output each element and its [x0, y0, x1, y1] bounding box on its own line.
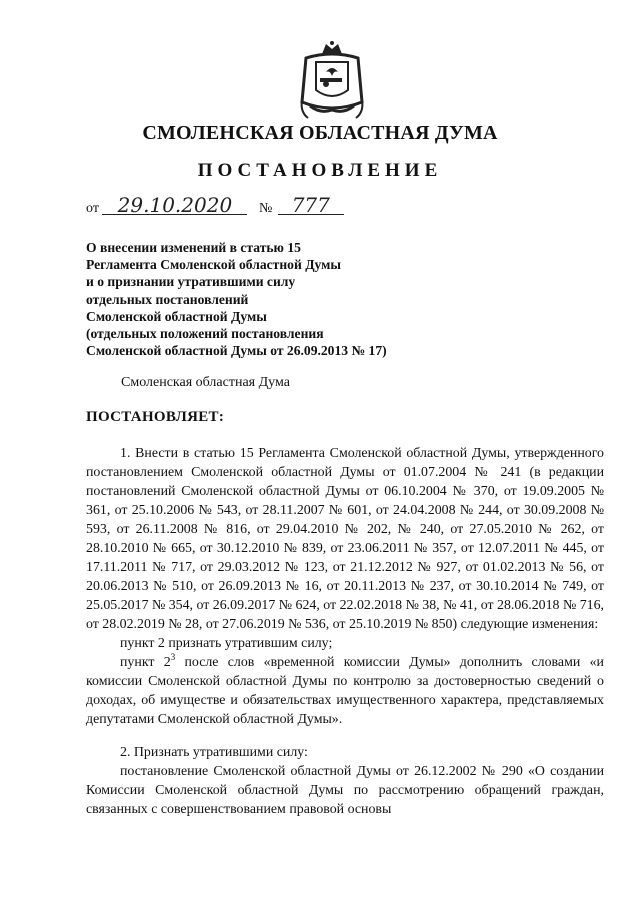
paragraph-5: постановление Смоленской областной Думы от 26.12.2002 № 290 «О создании Комиссии Смоленской областной Думы по рассмотрению обращений граждан, связанных с совершенствованием правовой основы: [86, 764, 604, 817]
resolves-heading: ПОСТАНОВЛЯЕТ:: [86, 409, 225, 425]
date-label: от: [86, 201, 99, 216]
coat-of-arms-icon: [296, 40, 368, 122]
superscript: 3: [170, 652, 176, 662]
number-label: №: [258, 201, 273, 216]
document-date: 29.10.2020: [102, 196, 247, 215]
paragraph-4: 2. Признать утратившими силу:: [120, 745, 308, 760]
title-line: (отдельных положений постановления: [86, 326, 324, 342]
date-number-line: [86, 193, 344, 217]
paragraph-3-start: пункт 2: [120, 655, 171, 670]
paragraph-3: [86, 653, 604, 729]
document-body: [86, 444, 604, 819]
paragraph-2: пункт 2 признать утратившим силу;: [120, 636, 333, 651]
title-line: отдельных постановлений: [86, 291, 249, 307]
title-line: Смоленской областной Думы: [86, 308, 267, 324]
title-line: О внесении изменений в статью 15: [86, 240, 301, 255]
title-line: Регламента Смоленской областной Думы: [86, 257, 342, 273]
paragraph-3-rest: после слов «временной комиссии Думы» дополнить словами «и комиссии Смоленской областной Думы по контролю за достоверностью сведений о доходах, об имуществе и обязательствах имущественного характера, представляемых депутатами Смоленской областной Думы».: [86, 655, 604, 727]
document-type: ПОСТАНОВЛЕНИЕ: [197, 160, 443, 181]
document-title: [86, 239, 426, 359]
organization-name: СМОЛЕНСКАЯ ОБЛАСТНАЯ ДУМА: [142, 122, 498, 144]
title-line: и о признании утратившими силу: [86, 274, 296, 290]
paragraph-1: 1. Внести в статью 15 Регламента Смоленской областной Думы, утвержденного постановлением Смоленской областной Думы от 01.07.2004 № 241 (в редакции постановлений Смоленской областной Думы от 06.10.2004 № 370, от 19.09.2005 № 361, от 25.10.2006 № 543, от 28.11.2007 № 601, от 24.04.2008 № 244, от 30.09.2008 № 593, от 26.11.2008 № 816, от 29.04.2010 № 202, № 240, от 27.05.2010 № 262, от 28.10.2010 № 665, от 30.12.2010 № 839, от 23.06.2011 № 357, от 12.07.2011 № 445, от 17.11.2011 № 717, от 29.03.2012 № 123, от 21.12.2012 № 927, от 01.02.2013 № 56, от 20.06.2013 № 510, от 26.09.2013 № 16, от 20.11.2013 № 237, от 30.10.2014 № 749, от 25.05.2017 № 354, от 26.09.2017 № 624, от 22.02.2018 № 38, № 41, от 28.06.2018 № 716, от 28.02.2019 № 28, от 27.06.2019 № 536, от 25.10.2019 № 850) следующие изменения:: [86, 446, 605, 632]
preamble: Смоленская областная Дума: [121, 375, 290, 390]
title-line: Смоленской областной Думы от 26.09.2013 № 17): [86, 343, 387, 359]
document-number: 777: [278, 196, 344, 215]
